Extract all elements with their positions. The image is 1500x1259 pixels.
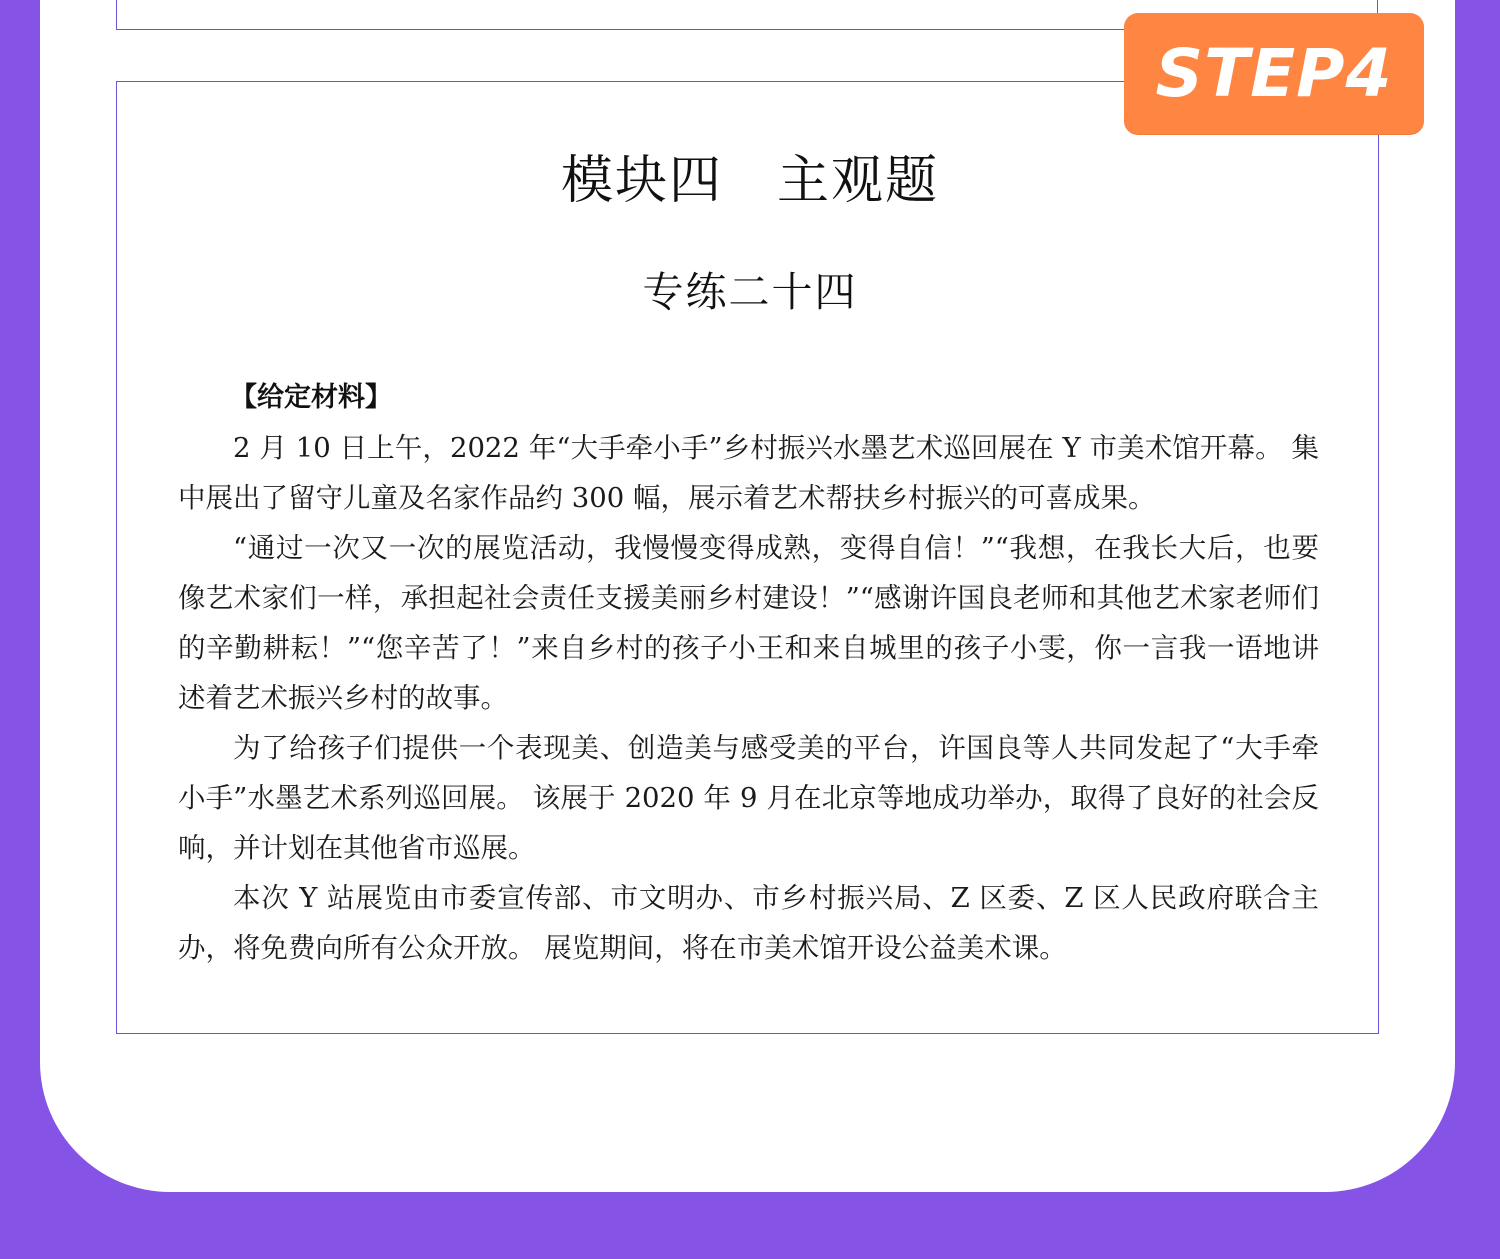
- page-title: 模块四 主观题: [560, 151, 939, 211]
- material-label: 【给定材料】: [230, 382, 392, 413]
- given-material: [178, 373, 1319, 973]
- material-paragraph: 本次 Y 站展览由市委宣传部、市文明办、市乡村振兴局、Z 区委、Z 区人民政府联合主办，将免费向所有公众开放。 展览期间，将在市美术馆开设公益美术课。: [178, 882, 1319, 964]
- material-paragraph: “通过一次又一次的展览活动，我慢慢变得成熟，变得自信！”“我想，在我长大后，也要像艺术家们一样，承担起社会责任支援美丽乡村建设！”“感谢许国良老师和其他艺术家老师们的辛勤耕耘！”“您辛苦了！”来自乡村的孩子小王和来自城里的孩子小雯，你一言我一语地讲述着艺术振兴乡村的故事。: [178, 532, 1319, 714]
- step-badge: [1124, 13, 1424, 134]
- page-subtitle: 专练二十四: [642, 268, 858, 316]
- material-paragraph: 为了给孩子们提供一个表现美、创造美与感受美的平台，许国良等人共同发起了“大手牵小手”水墨艺术系列巡回展。 该展于 2020 年 9 月在北京等地成功举办，取得了良好的社会反响，并计划在其他省市巡展。: [178, 732, 1319, 864]
- step-badge-text: STEP4: [1155, 34, 1393, 112]
- material-paragraph: 2 月 10 日上午，2022 年“大手牵小手”乡村振兴水墨艺术巡回展在 Y 市美术馆开幕。 集中展出了留守儿童及名家作品约 300 幅，展示着艺术帮扶乡村振兴的可喜成果。: [178, 432, 1319, 514]
